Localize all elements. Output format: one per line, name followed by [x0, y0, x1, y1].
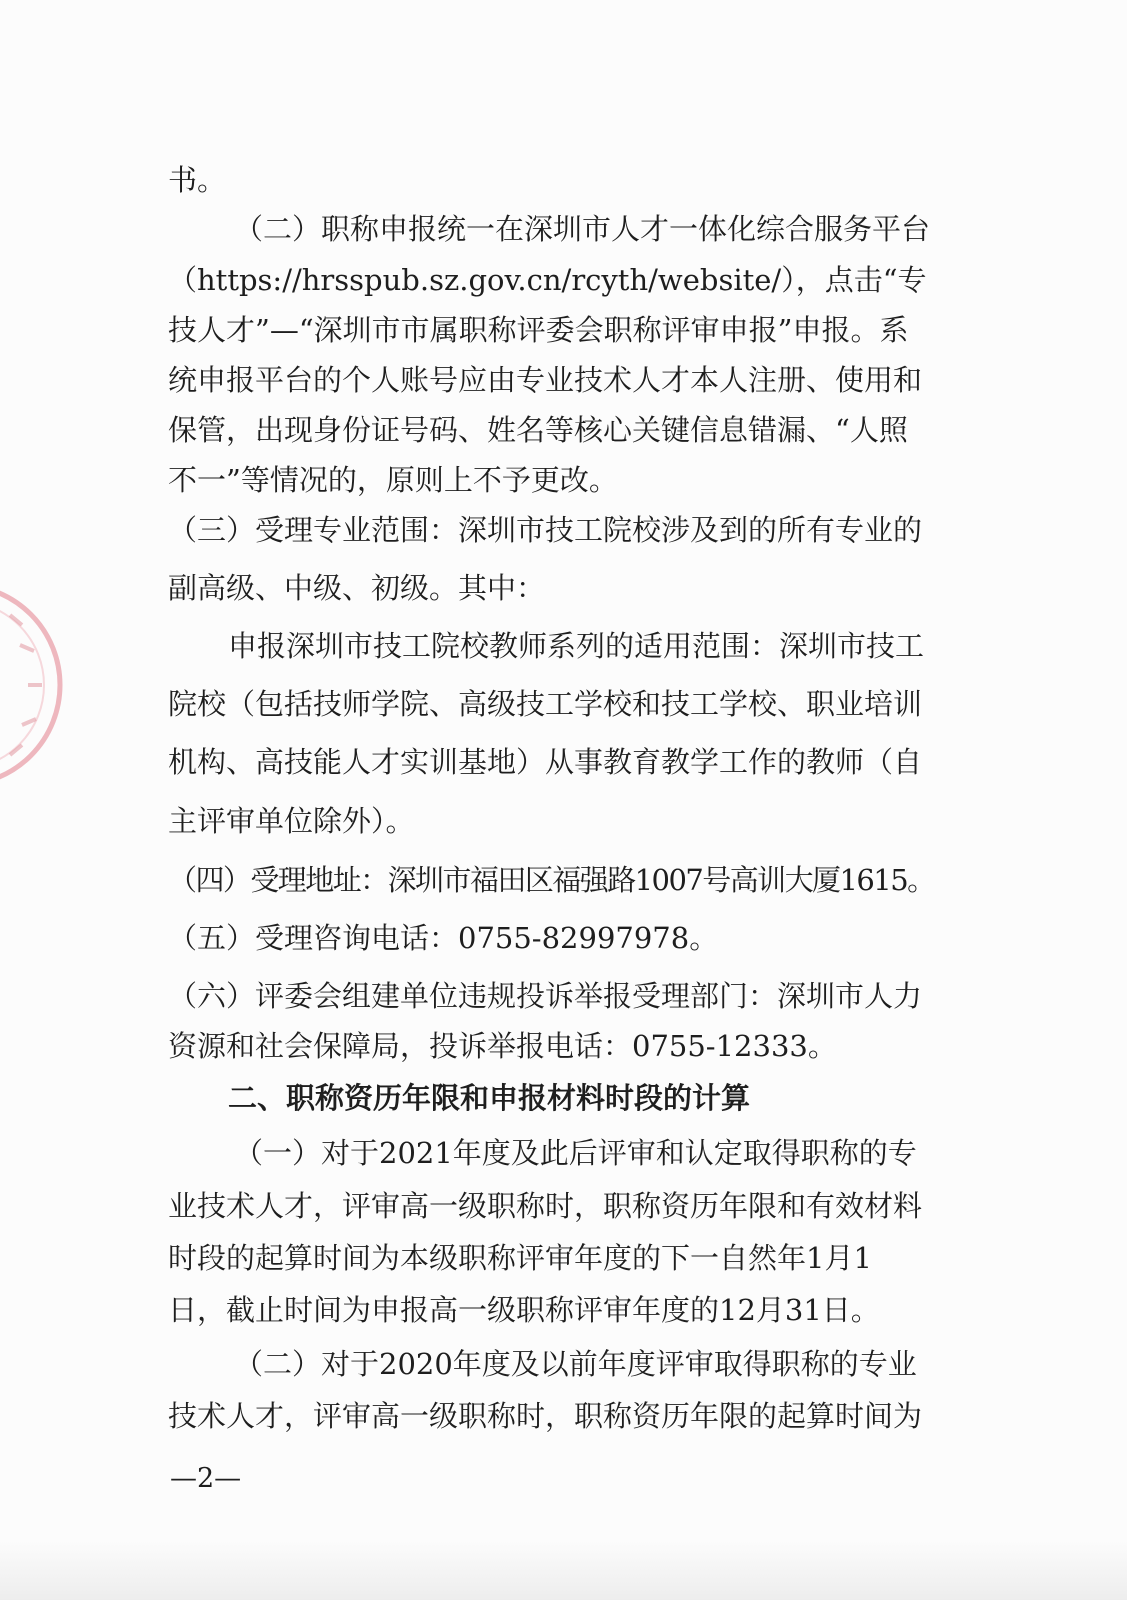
- text-line-6: 保管，出现身份证号码、姓名等核心关键信息错漏、“人照: [168, 413, 908, 447]
- text-line-19: （一）对于2021年度及此后评审和认定取得职称的专: [234, 1136, 917, 1170]
- text-line-14: （四）受理地址：深圳市福田区福强路1007号高训大厦1615。: [168, 863, 935, 897]
- text-line-11: 院校（包括技师学院、高级技工学校和技工学校、职业培训: [168, 687, 923, 721]
- text-line-21: 时段的起算时间为本级职称评审年度的下一自然年1月1: [168, 1241, 872, 1275]
- text-line-8: （三）受理专业范围：深圳市技工院校涉及到的所有专业的: [168, 513, 923, 547]
- text-line-2-content: （二）职称申报统一在深圳市人才一体化综合服务平台: [234, 212, 931, 246]
- scan-edge-shadow: [0, 1540, 1127, 1600]
- text-line-9: 副高级、中级、初级。其中：: [168, 571, 546, 605]
- text-line-15: （五）受理咨询电话：0755-82997978。: [168, 921, 719, 955]
- text-line-2: [234, 211, 930, 247]
- text-line-10: 申报深圳市技工院校教师系列的适用范围：深圳市技工: [228, 629, 925, 663]
- text-line-1: 书。: [168, 163, 227, 197]
- text-line-13: 主评审单位除外）。: [168, 804, 415, 838]
- text-line-7: 不一”等情况的，原则上不予更改。: [168, 463, 618, 497]
- section-heading: 二、职称资历年限和申报材料时段的计算: [228, 1081, 751, 1115]
- text-line-5: 统申报平台的个人账号应由专业技术人才本人注册、使用和: [168, 363, 923, 397]
- official-seal-stamp: [0, 575, 65, 795]
- text-line-23: （二）对于2020年度及以前年度评审取得职称的专业: [234, 1347, 917, 1381]
- text-line-12: 机构、高技能人才实训基地）从事教育教学工作的教师（自: [168, 745, 923, 779]
- text-line-17: 资源和社会保障局，投诉举报电话：0755-12333。: [168, 1029, 837, 1063]
- text-line-24: 技术人才，评审高一级职称时，职称资历年限的起算时间为: [168, 1399, 923, 1433]
- text-line-22: 日，截止时间为申报高一级职称评审年度的12月31日。: [168, 1293, 880, 1327]
- text-line-3: （https://hrsspub.sz.gov.cn/rcyth/website/），点击“专: [168, 263, 927, 297]
- text-line-20: 业技术人才，评审高一级职称时，职称资历年限和有效材料: [168, 1189, 923, 1223]
- page-number: —2—: [170, 1463, 242, 1494]
- text-line-4: 技人才”—“深圳市市属职称评委会职称评审申报”申报。系: [168, 313, 909, 347]
- text-line-16: （六）评委会组建单位违规投诉举报受理部门：深圳市人力: [168, 979, 923, 1013]
